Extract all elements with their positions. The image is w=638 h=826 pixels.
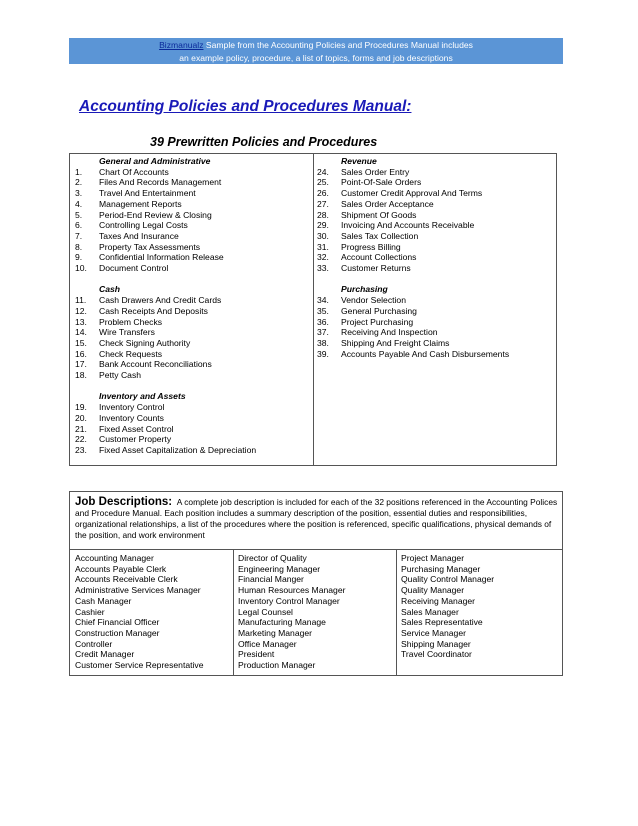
job-position: Project Manager: [401, 553, 465, 563]
job-position: Credit Manager: [75, 649, 135, 660]
section-heading: Purchasing: [341, 284, 388, 295]
policy-number: 21.: [75, 423, 87, 434]
job-position: President: [238, 649, 275, 660]
policy-item: [317, 177, 553, 188]
policy-item: [317, 349, 553, 360]
policy-number: 35.: [317, 305, 329, 316]
policy-item: [317, 199, 553, 210]
job-position: Sales Manager: [401, 606, 459, 617]
policy-title: Document Control: [99, 263, 169, 274]
policy-title: Controlling Legal Costs: [99, 220, 188, 231]
policy-number: 3.: [75, 188, 83, 199]
section-heading: General and Administrative: [99, 156, 211, 166]
section-heading: Cash: [99, 284, 121, 295]
policy-item: [317, 295, 553, 306]
policy-number: 25.: [317, 177, 329, 188]
job-column-2: [238, 553, 345, 671]
policy-number: 27.: [317, 198, 329, 209]
policy-title: General Purchasing: [341, 305, 417, 316]
policy-number: 36.: [317, 316, 329, 327]
policy-item: [317, 263, 553, 274]
policy-section: [75, 284, 311, 380]
job-descriptions-box: [69, 491, 563, 676]
policy-section: [75, 391, 311, 455]
policy-title: Sales Order Acceptance: [341, 198, 434, 209]
policy-item: [317, 231, 553, 242]
policy-item: [317, 327, 553, 338]
policy-item: [317, 252, 553, 263]
policy-number: 38.: [317, 337, 329, 348]
policy-number: 12.: [75, 305, 87, 316]
policy-title: Project Purchasing: [341, 316, 414, 327]
policy-item: [317, 317, 553, 328]
policy-item: [75, 167, 311, 178]
policy-title: Check Signing Authority: [99, 337, 191, 348]
policy-title: Cash Receipts And Deposits: [99, 305, 208, 316]
policy-number: 20.: [75, 412, 87, 423]
job-position: Financial Manger: [238, 574, 304, 585]
policy-section: [75, 156, 311, 274]
policy-number: 9.: [75, 252, 83, 263]
policy-title: Accounts Payable And Cash Disbursements: [341, 348, 510, 359]
policy-title: Cash Drawers And Credit Cards: [99, 295, 222, 306]
policy-item: [75, 263, 311, 274]
policy-number: 22.: [75, 434, 87, 445]
bizmanualz-link[interactable]: Bizmanualz: [159, 40, 204, 50]
header-banner: [69, 38, 563, 64]
job-position: Production Manager: [238, 660, 316, 671]
policy-number: 23.: [75, 444, 87, 455]
policy-number: 33.: [317, 263, 329, 274]
policies-table: [69, 153, 557, 466]
job-position: Controller: [75, 638, 113, 649]
policy-item: [75, 445, 311, 456]
job-position: Receiving Manager: [401, 595, 476, 606]
job-column-divider-2: [396, 550, 397, 675]
policy-number: 11.: [75, 295, 87, 306]
policy-number: 16.: [75, 348, 87, 359]
section-heading: Inventory and Assets: [99, 391, 186, 402]
policy-title: Progress Billing: [341, 241, 401, 252]
policy-number: 5.: [75, 209, 83, 220]
policy-title: Bank Account Reconciliations: [99, 359, 212, 370]
job-position: Accounting Manager: [75, 553, 154, 563]
page-title: Accounting Policies and Procedures Manual:: [79, 98, 412, 115]
policy-number: 10.: [75, 263, 87, 274]
left-policy-column: [75, 156, 311, 466]
policy-title: Fixed Asset Control: [99, 423, 174, 434]
policy-item: [317, 306, 553, 317]
policy-title: Check Requests: [99, 348, 163, 359]
policy-item: [75, 252, 311, 263]
job-position: Accounts Payable Clerk: [75, 563, 167, 574]
policy-title: Period-End Review & Closing: [99, 209, 212, 220]
policy-number: 8.: [75, 241, 83, 252]
policy-title: Account Collections: [341, 252, 417, 263]
policy-title: Files And Records Management: [99, 177, 222, 188]
policy-title: Customer Credit Approval And Terms: [341, 188, 483, 199]
job-position: Construction Manager: [75, 627, 160, 638]
policy-section: [317, 156, 553, 274]
job-position: Marketing Manager: [238, 627, 313, 638]
policy-number: 37.: [317, 327, 329, 338]
policy-item: [75, 413, 311, 424]
column-divider: [313, 154, 314, 465]
policy-number: 1.: [75, 166, 83, 177]
job-position: Quality Control Manager: [401, 574, 495, 585]
policy-title: Sales Tax Collection: [341, 230, 419, 241]
policy-number: 19.: [75, 402, 87, 413]
job-position: Inventory Control Manager: [238, 595, 340, 606]
job-position: Travel Coordinator: [401, 649, 472, 660]
page-subtitle: 39 Prewritten Policies and Procedures: [150, 135, 378, 149]
job-position: Legal Counsel: [238, 606, 293, 617]
policy-item: [75, 210, 311, 221]
job-position: Cashier: [75, 606, 105, 617]
policy-title: Fixed Asset Capitalization & Depreciation: [99, 444, 257, 455]
policy-item: [75, 188, 311, 199]
policy-title: Customer Property: [99, 434, 172, 445]
policy-number: 4.: [75, 198, 83, 209]
policy-title: Problem Checks: [99, 316, 163, 327]
policy-title: Invoicing And Accounts Receivable: [341, 220, 475, 231]
policy-title: Confidential Information Release: [99, 252, 224, 263]
banner-line-1-text: Sample from the Accounting Policies and Procedures Manual includes: [203, 40, 473, 50]
banner-line-1: [69, 39, 563, 52]
job-position: Engineering Manager: [238, 563, 321, 574]
job-position: Shipping Manager: [401, 638, 471, 649]
policy-item: [75, 177, 311, 188]
policy-title: Inventory Control: [99, 402, 165, 413]
policy-number: 7.: [75, 230, 83, 241]
policy-item: [75, 231, 311, 242]
job-column-1: [75, 553, 203, 671]
policy-item: [75, 359, 311, 370]
policy-item: [317, 167, 553, 178]
policy-section: [317, 284, 553, 359]
policy-item: [75, 327, 311, 338]
policy-item: [75, 242, 311, 253]
policy-title: Inventory Counts: [99, 412, 164, 423]
policy-title: Wire Transfers: [99, 327, 155, 338]
policy-number: 13.: [75, 316, 87, 327]
policy-item: [317, 188, 553, 199]
job-position: Manufacturing Manage: [238, 617, 326, 628]
policy-item: [75, 199, 311, 210]
policy-title: Shipping And Freight Claims: [341, 337, 450, 348]
policy-number: 2.: [75, 177, 83, 188]
policy-item: [75, 306, 311, 317]
policy-number: 30.: [317, 230, 329, 241]
policy-title: Sales Order Entry: [341, 166, 410, 177]
policy-number: 32.: [317, 252, 329, 263]
policy-item: [75, 402, 311, 413]
job-position: Service Manager: [401, 627, 466, 638]
policy-number: 34.: [317, 295, 329, 306]
policy-item: [75, 338, 311, 349]
policy-title: Travel And Entertainment: [99, 188, 196, 199]
section-heading: Revenue: [341, 156, 377, 166]
policy-number: 28.: [317, 209, 329, 220]
policy-item: [75, 424, 311, 435]
job-position: Director of Quality: [238, 553, 307, 563]
job-position: Purchasing Manager: [401, 563, 481, 574]
policy-number: 6.: [75, 220, 83, 231]
policy-number: 31.: [317, 241, 329, 252]
policy-number: 14.: [75, 327, 87, 338]
policy-title: Management Reports: [99, 198, 182, 209]
policy-item: [75, 295, 311, 306]
policy-item: [317, 220, 553, 231]
policy-item: [75, 370, 311, 381]
policy-title: Point-Of-Sale Orders: [341, 177, 422, 188]
policy-title: Receiving And Inspection: [341, 327, 438, 338]
policy-item: [75, 434, 311, 445]
policy-item: [75, 349, 311, 360]
right-policy-column: [317, 156, 553, 370]
job-position: Office Manager: [238, 638, 297, 649]
job-positions: [70, 550, 562, 675]
policy-number: 17.: [75, 359, 87, 370]
job-position: Quality Manager: [401, 585, 465, 596]
job-descriptions-intro: A complete job description is included for each of the 32 positions referenced in the Accounting Polices and Procedure Manual. Each position includes a summary description of the position, essential duties and responsibilities, organizational relationships, a list of the procedures where the position is referenced, specific qualifications, physical demands of the position, and work environment: [75, 497, 558, 540]
policy-number: 26.: [317, 188, 329, 199]
job-column-divider-1: [233, 550, 234, 675]
policy-number: 24.: [317, 166, 329, 177]
job-position: Accounts Receivable Clerk: [75, 574, 178, 585]
policy-number: 18.: [75, 370, 87, 381]
job-position: Cash Manager: [75, 595, 132, 606]
policy-title: Customer Returns: [341, 263, 411, 274]
policy-item: [75, 220, 311, 231]
policy-number: 15.: [75, 337, 87, 348]
policy-item: [317, 338, 553, 349]
job-column-3: [401, 553, 494, 660]
banner-line-2: an example policy, procedure, a list of topics, forms and job descriptions: [179, 52, 453, 63]
policy-item: [317, 242, 553, 253]
policy-title: Petty Cash: [99, 370, 142, 381]
policy-item: [317, 210, 553, 221]
policy-number: 39.: [317, 348, 329, 359]
job-position: Administrative Services Manager: [75, 585, 201, 596]
job-position: Chief Financial Officer: [75, 617, 160, 628]
policy-title: Chart Of Accounts: [99, 166, 169, 177]
policy-title: Taxes And Insurance: [99, 230, 179, 241]
job-position: Customer Service Representative: [75, 660, 204, 671]
policy-title: Vendor Selection: [341, 295, 406, 306]
job-position: Sales Representative: [401, 617, 483, 628]
policy-title: Shipment Of Goods: [341, 209, 417, 220]
job-descriptions-header: [70, 492, 562, 550]
job-position: Human Resources Manager: [238, 585, 346, 596]
policy-item: [75, 317, 311, 328]
policy-title: Property Tax Assessments: [99, 241, 201, 252]
policy-number: 29.: [317, 220, 329, 231]
job-descriptions-label: Job Descriptions:: [75, 496, 173, 508]
